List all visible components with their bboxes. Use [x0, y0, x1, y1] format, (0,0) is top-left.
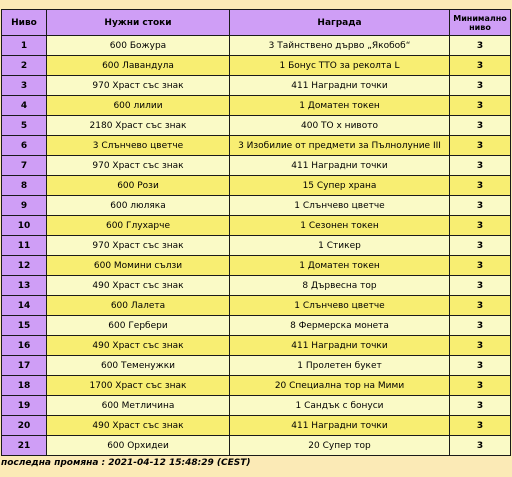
- table-row: [2, 376, 511, 396]
- level-cell: 3: [2, 76, 47, 96]
- header-level: Ниво: [2, 10, 47, 36]
- reward-cell: 400 ТО х нивото: [230, 116, 450, 136]
- level-cell: 11: [2, 236, 47, 256]
- goods-cell: 970 Храст със знак: [47, 76, 230, 96]
- goods-cell: 3 Слънчево цветче: [47, 136, 230, 156]
- reward-cell: 411 Наградни точки: [230, 76, 450, 96]
- table-row: [2, 156, 511, 176]
- min-level-cell: 3: [450, 76, 511, 96]
- level-cell: 2: [2, 56, 47, 76]
- min-level-cell: 3: [450, 96, 511, 116]
- table-row: [2, 416, 511, 436]
- reward-cell: 3 Тайнствено дърво „Якобоб“: [230, 36, 450, 56]
- level-cell: 8: [2, 176, 47, 196]
- table-row: [2, 56, 511, 76]
- goods-cell: 2180 Храст със знак: [47, 116, 230, 136]
- reward-cell: 3 Изобилие от предмети за Пълнолуние III: [230, 136, 450, 156]
- min-level-cell: 3: [450, 236, 511, 256]
- level-cell: 14: [2, 296, 47, 316]
- goods-cell: 490 Храст със знак: [47, 336, 230, 356]
- min-level-cell: 3: [450, 376, 511, 396]
- reward-cell: 411 Наградни точки: [230, 336, 450, 356]
- min-level-cell: 3: [450, 56, 511, 76]
- reward-cell: 1 Слънчево цветче: [230, 196, 450, 216]
- reward-cell: 1 Пролетен букет: [230, 356, 450, 376]
- reward-cell: 1 Бонус ТТО за реколта L: [230, 56, 450, 76]
- table-row: [2, 176, 511, 196]
- reward-cell: 20 Супер тор: [230, 436, 450, 456]
- level-cell: 21: [2, 436, 47, 456]
- level-cell: 16: [2, 336, 47, 356]
- min-level-cell: 3: [450, 176, 511, 196]
- header-goods: Нужни стоки: [47, 10, 230, 36]
- goods-cell: 600 Лалета: [47, 296, 230, 316]
- goods-cell: 600 Лавандула: [47, 56, 230, 76]
- header-min-level: [450, 10, 511, 36]
- min-level-cell: 3: [450, 256, 511, 276]
- goods-cell: 600 лилии: [47, 96, 230, 116]
- level-cell: 12: [2, 256, 47, 276]
- min-level-cell: 3: [450, 156, 511, 176]
- goods-cell: 490 Храст със знак: [47, 416, 230, 436]
- table-row: [2, 116, 511, 136]
- table-row: [2, 136, 511, 156]
- table-row: [2, 356, 511, 376]
- reward-cell: 411 Наградни точки: [230, 156, 450, 176]
- level-cell: 5: [2, 116, 47, 136]
- last-modified: последна промяна : 2021-04-12 15:48:29 (CEST): [1, 458, 251, 468]
- level-cell: 13: [2, 276, 47, 296]
- goods-cell: 600 Божура: [47, 36, 230, 56]
- reward-cell: 1 Стикер: [230, 236, 450, 256]
- goods-cell: 600 Рози: [47, 176, 230, 196]
- table-row: [2, 76, 511, 96]
- min-level-cell: 3: [450, 356, 511, 376]
- min-level-cell: 3: [450, 396, 511, 416]
- min-level-cell: 3: [450, 336, 511, 356]
- reward-cell: 15 Супер храна: [230, 176, 450, 196]
- min-level-cell: 3: [450, 296, 511, 316]
- header-reward: Награда: [230, 10, 450, 36]
- header-min-level-line1: Минимално: [453, 13, 507, 23]
- goods-cell: 970 Храст със знак: [47, 236, 230, 256]
- reward-cell: 8 Дървесна тор: [230, 276, 450, 296]
- goods-cell: 600 Гербери: [47, 316, 230, 336]
- table-row: [2, 96, 511, 116]
- reward-cell: 20 Специална тор на Мими: [230, 376, 450, 396]
- header-min-level-line2: ниво: [469, 22, 491, 32]
- min-level-cell: 3: [450, 196, 511, 216]
- min-level-cell: 3: [450, 36, 511, 56]
- reward-cell: 1 Сезонен токен: [230, 216, 450, 236]
- reward-cell: 1 Слънчево цветче: [230, 296, 450, 316]
- goods-cell: 1700 Храст със знак: [47, 376, 230, 396]
- min-level-cell: 3: [450, 276, 511, 296]
- reward-cell: 1 Сандък с бонуси: [230, 396, 450, 416]
- level-cell: 1: [2, 36, 47, 56]
- reward-cell: 1 Доматен токен: [230, 256, 450, 276]
- table-row: [2, 296, 511, 316]
- level-cell: 18: [2, 376, 47, 396]
- table-row: [2, 276, 511, 296]
- goods-cell: 600 Орхидеи: [47, 436, 230, 456]
- min-level-cell: 3: [450, 436, 511, 456]
- table-row: [2, 216, 511, 236]
- level-cell: 10: [2, 216, 47, 236]
- min-level-cell: 3: [450, 416, 511, 436]
- table-row: [2, 396, 511, 416]
- level-cell: 19: [2, 396, 47, 416]
- level-cell: 9: [2, 196, 47, 216]
- table-row: [2, 336, 511, 356]
- goods-cell: 600 Момини сълзи: [47, 256, 230, 276]
- goods-cell: 490 Храст със знак: [47, 276, 230, 296]
- goods-cell: 600 Теменужки: [47, 356, 230, 376]
- goods-cell: 600 люляка: [47, 196, 230, 216]
- min-level-cell: 3: [450, 316, 511, 336]
- level-cell: 4: [2, 96, 47, 116]
- level-cell: 7: [2, 156, 47, 176]
- table-row: [2, 236, 511, 256]
- min-level-cell: 3: [450, 216, 511, 236]
- table-row: [2, 196, 511, 216]
- goods-cell: 600 Метличина: [47, 396, 230, 416]
- level-cell: 20: [2, 416, 47, 436]
- levels-table: [1, 9, 511, 456]
- table-row: [2, 436, 511, 456]
- header-row: [2, 10, 511, 36]
- goods-cell: 970 Храст със знак: [47, 156, 230, 176]
- table-row: [2, 256, 511, 276]
- table-row: [2, 316, 511, 336]
- reward-cell: 411 Наградни точки: [230, 416, 450, 436]
- level-cell: 17: [2, 356, 47, 376]
- goods-cell: 600 Глухарче: [47, 216, 230, 236]
- table-row: [2, 36, 511, 56]
- min-level-cell: 3: [450, 136, 511, 156]
- reward-cell: 1 Доматен токен: [230, 96, 450, 116]
- level-cell: 6: [2, 136, 47, 156]
- level-cell: 15: [2, 316, 47, 336]
- reward-cell: 8 Фермерска монета: [230, 316, 450, 336]
- min-level-cell: 3: [450, 116, 511, 136]
